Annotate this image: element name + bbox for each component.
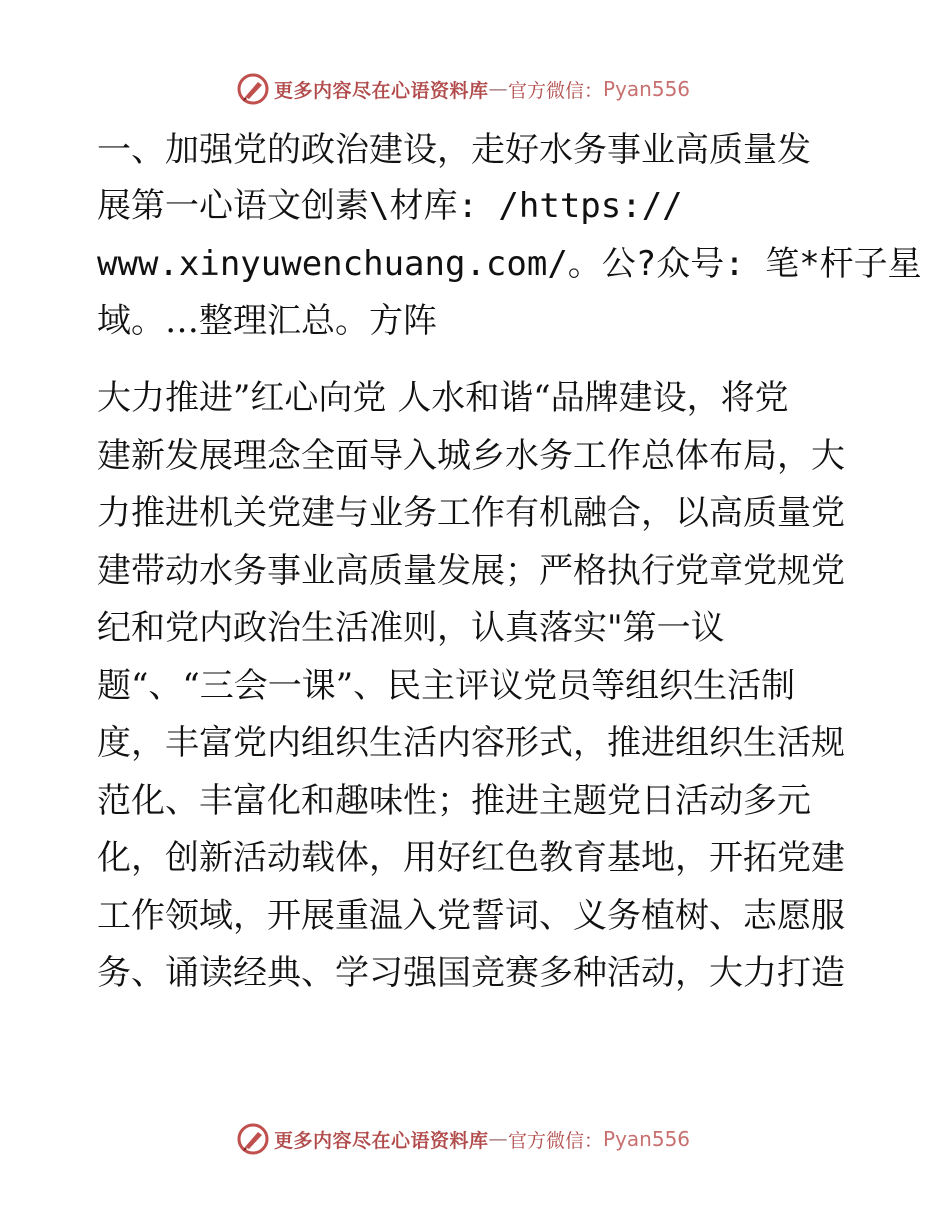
watermark-wechat-label: 官方微信： [508, 1129, 604, 1152]
paragraph2-line: 务、诵读经典、学习强国竞赛多种活动，大力打造 [97, 953, 845, 993]
watermark-dash: — [488, 1128, 509, 1150]
paragraph2-line: 建带动水务事业高质量发展；严格执行党章党规党 [97, 551, 845, 591]
paragraph2-line: 大力推进”红心向党 人水和谐“品牌建设，将党 [97, 378, 789, 418]
paragraph1-line: 域。…整理汇总。方阵 [97, 301, 437, 341]
paragraph2-line: 化，创新活动载体，用好红色教育基地，开拓党建 [97, 838, 845, 878]
watermark-text: 更多内容尽在心语资料库 [274, 1129, 489, 1152]
watermark-dash: — [488, 78, 509, 100]
paragraph1-line: 展第一心语文创素\材库: /https:// [97, 186, 683, 226]
paragraph2-line: 工作领域，开展重温入党誓词、义务植树、志愿服 [97, 896, 845, 936]
paragraph2-line: 度，丰富党内组织生活内容形式，推进组织生活规 [97, 723, 845, 763]
pen-logo-icon [236, 72, 270, 106]
paragraph1-line: 一、加强党的政治建设，走好水务事业高质量发 [97, 130, 811, 170]
header-watermark [236, 72, 690, 106]
pen-logo-icon [236, 1122, 270, 1156]
footer-watermark [236, 1122, 690, 1156]
watermark-wechat-label: 官方微信： [508, 79, 604, 102]
paragraph2-line: 力推进机关党建与业务工作有机融合，以高质量党 [97, 493, 845, 533]
watermark-wechat-id: Pyan556 [603, 77, 691, 101]
watermark-text: 更多内容尽在心语资料库 [274, 79, 489, 102]
paragraph2-line: 纪和党内政治生活准则，认真落实"第一议 [97, 608, 725, 648]
paragraph2-line: 范化、丰富化和趣味性；推进主题党日活动多元 [97, 781, 811, 821]
paragraph2-line: 建新发展理念全面导入城乡水务工作总体布局，大 [97, 436, 845, 476]
paragraph2-line: 题“、“三会一课”、民主评议党员等组织生活制 [97, 666, 796, 706]
watermark-wechat-id: Pyan556 [603, 1127, 691, 1151]
paragraph1-line: www.xinyuwenchuang.com/。公?众号: 笔*杆子星 [97, 244, 922, 284]
